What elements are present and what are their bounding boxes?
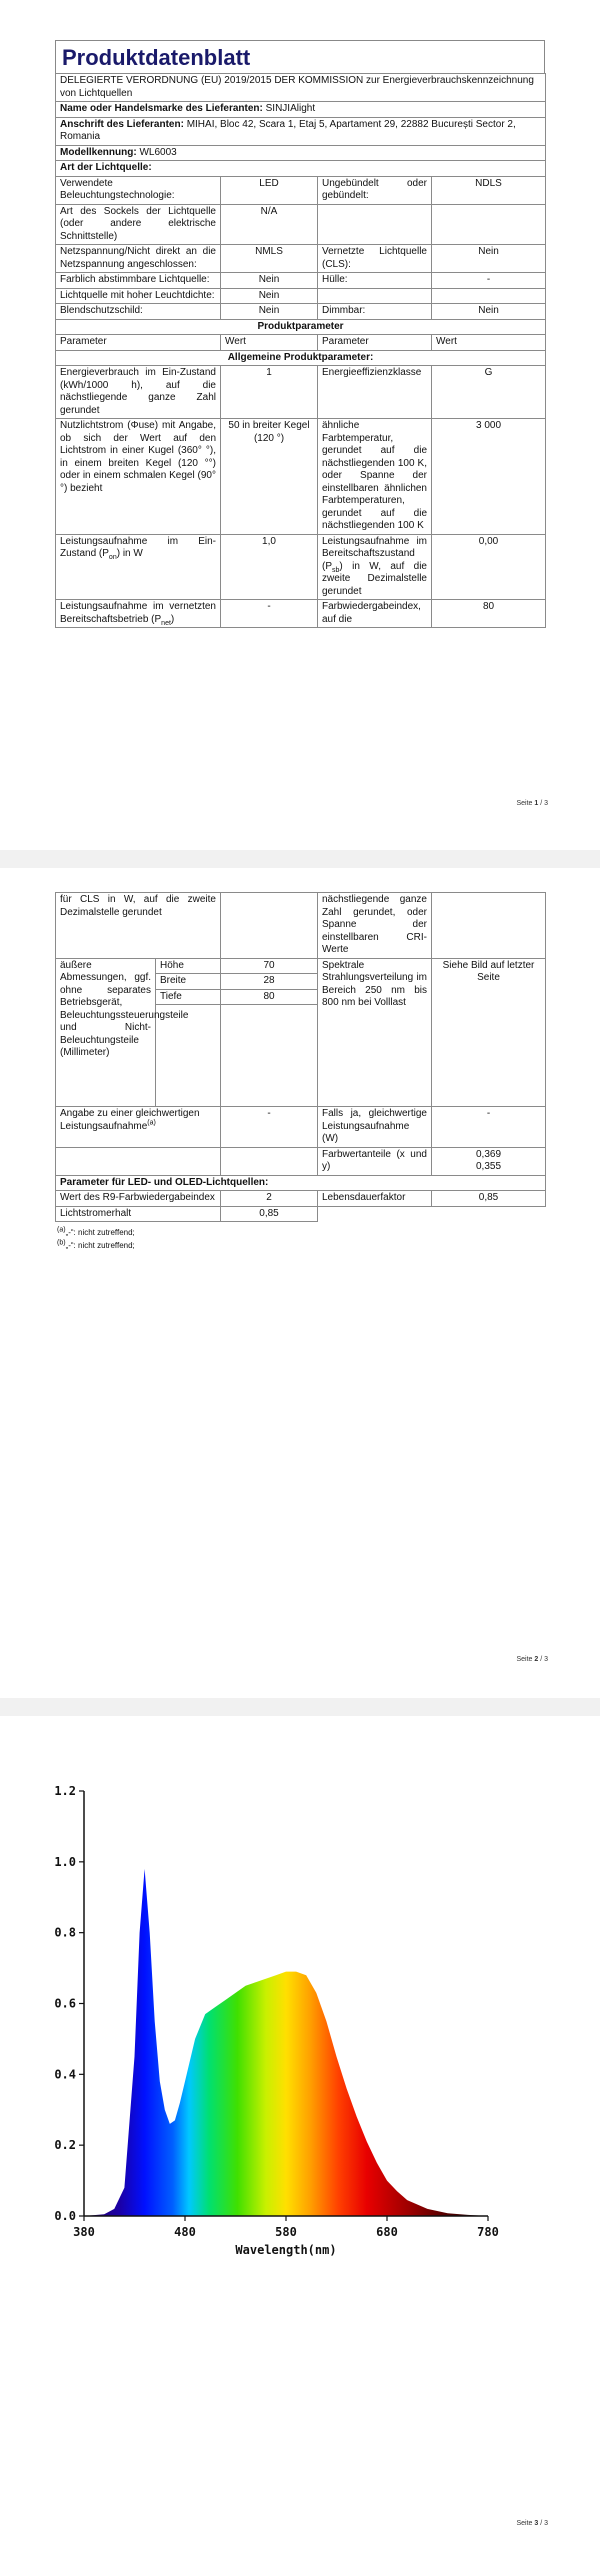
superscript: (a) bbox=[147, 1119, 156, 1127]
table-row bbox=[56, 1206, 546, 1222]
chroma-x: 0,369 bbox=[475, 1148, 502, 1160]
cell-label: Lebensdauerfaktor bbox=[318, 1191, 432, 1207]
text: „-“: nicht zutreffend; bbox=[65, 1241, 135, 1250]
empty-cell bbox=[432, 1206, 546, 1222]
address: MIHAI, Bloc 42, Scara 1, Etaj 5, Apartament 29, 22882 București Sector 2, Romania bbox=[60, 118, 516, 142]
plot-area bbox=[54, 1784, 499, 2239]
page-number-current: 3 bbox=[534, 2520, 539, 2527]
table-row bbox=[56, 204, 546, 245]
superscript: (b) bbox=[57, 1239, 66, 1247]
dim-value: 80 bbox=[221, 989, 318, 1005]
cell-label bbox=[318, 288, 432, 304]
table-row bbox=[56, 600, 546, 628]
cell-label: Nutzlichtstrom (Φuse) mit Angabe, ob sich der Wert auf den Lichtstrom in einer Kugel (360° °), in einem breiten Kegel (120 °°) oder in einem schmalen Kegel (90° °) bezieht bbox=[56, 419, 221, 535]
cell-value: 0,85 bbox=[432, 1191, 546, 1207]
cell-value bbox=[221, 893, 318, 959]
cell-label bbox=[56, 534, 221, 600]
x-tick-label: 580 bbox=[275, 2225, 297, 2239]
empty-cell bbox=[318, 1206, 432, 1222]
text: ) bbox=[170, 613, 175, 625]
cell-value: 3 000 bbox=[432, 419, 546, 535]
page-1 bbox=[0, 0, 600, 850]
supplier-name: SINJIAlight bbox=[265, 103, 316, 114]
cell-value: - bbox=[432, 273, 546, 289]
text: ) in W bbox=[116, 548, 143, 559]
datasheet-p1 bbox=[55, 40, 545, 628]
table-row bbox=[56, 245, 546, 273]
chroma-y: 0,355 bbox=[475, 1161, 502, 1172]
footnote-a bbox=[57, 1226, 545, 1239]
page-number-prefix: Seite bbox=[516, 2520, 535, 2527]
footnotes bbox=[55, 1226, 545, 1252]
cell-value: 80 bbox=[432, 600, 546, 628]
cell-value: LED bbox=[221, 176, 318, 204]
x-tick-label: 380 bbox=[73, 2225, 95, 2239]
cell-label: Art des Sockels der Lichtquelle (oder andere elektrische Schnittstelle) bbox=[56, 204, 221, 245]
regulation-text: DELEGIERTE VERORDNUNG (EU) 2019/2015 DER KOMMISSION zur Energieverbrauchskennzeichnung von Lichtquellen bbox=[56, 74, 546, 102]
y-tick-label: 0.2 bbox=[54, 2138, 76, 2153]
page-2 bbox=[0, 868, 600, 1698]
subscript: net bbox=[161, 619, 171, 627]
dim-value: 70 bbox=[221, 958, 318, 974]
page-number-current: 1 bbox=[534, 800, 539, 807]
x-tick-label: 680 bbox=[376, 2225, 398, 2239]
table-row bbox=[56, 1191, 546, 1207]
superscript: (a) bbox=[57, 1226, 66, 1234]
text: Leistungsaufnahme im Ein-Zustand (P bbox=[60, 535, 216, 559]
spectral-label: Spektrale Strahlungsverteilung im Bereich 250 nm bis 800 nm bei Volllast bbox=[318, 958, 432, 1107]
page-number-current: 2 bbox=[534, 1656, 539, 1663]
dim-value: 28 bbox=[221, 974, 318, 990]
cell-label bbox=[56, 600, 221, 628]
cell-label: Farblich abstimmbare Lichtquelle: bbox=[56, 273, 221, 289]
table-row bbox=[56, 288, 546, 304]
cell-value: - bbox=[432, 1107, 546, 1148]
table-row bbox=[56, 1147, 546, 1175]
cell-label: Dimmbar: bbox=[318, 304, 432, 320]
page-number bbox=[516, 800, 548, 807]
led-params-header: Parameter für LED- und OLED-Lichtquellen: bbox=[56, 1175, 546, 1191]
spectral-value: Siehe Bild auf letzter Seite bbox=[432, 958, 546, 1107]
supplier-name-row bbox=[56, 102, 546, 118]
table-row bbox=[56, 958, 546, 974]
light-type-header: Art der Lichtquelle: bbox=[56, 161, 546, 177]
cell-label: Falls ja, gleichwertige Leistungsaufnahme (W) bbox=[318, 1107, 432, 1148]
cell-value: - bbox=[221, 600, 318, 628]
address-row bbox=[56, 117, 546, 145]
y-tick-label: 1.2 bbox=[54, 1784, 76, 1798]
cell-value: NMLS bbox=[221, 245, 318, 273]
cell-value: Nein bbox=[221, 273, 318, 289]
y-tick-label: 0.0 bbox=[54, 2209, 76, 2223]
y-tick-label: 0.4 bbox=[54, 2067, 76, 2082]
page-number-prefix: Seite bbox=[516, 1656, 535, 1663]
address-label: Anschrift des Lieferanten: bbox=[60, 118, 184, 130]
page-number-total: / 3 bbox=[538, 800, 548, 807]
page-number-total: / 3 bbox=[538, 1656, 548, 1663]
cell-value: 0,85 bbox=[221, 1206, 318, 1222]
cell-value bbox=[432, 204, 546, 245]
cell-label: Ungebündelt oder gebündelt: bbox=[318, 176, 432, 204]
model-row bbox=[56, 145, 546, 161]
col-header-value: Wert bbox=[432, 335, 546, 351]
cell-value: NDLS bbox=[432, 176, 546, 204]
x-axis-label: Wavelength(nm) bbox=[235, 2243, 337, 2257]
col-header-value: Wert bbox=[221, 335, 318, 351]
cell-value bbox=[221, 1147, 318, 1175]
page-number bbox=[516, 1656, 548, 1663]
product-params-header: Produktparameter bbox=[56, 319, 546, 335]
page-title: Produktdatenblatt bbox=[55, 40, 545, 73]
model-id: WL6003 bbox=[139, 146, 177, 158]
cell-label: Lichtstromerhalt bbox=[56, 1206, 221, 1222]
cell-label: Wert des R9-Farbwiedergabeindex bbox=[56, 1191, 221, 1207]
table-row bbox=[56, 366, 546, 419]
model-label: Modellkennung: bbox=[60, 146, 137, 158]
cell-label: Farbwiedergabeindex, auf die bbox=[318, 600, 432, 628]
cell-label: Netzspannung/Nicht direkt an die Netzspannung angeschlossen: bbox=[56, 245, 221, 273]
cell-label: für CLS in W, auf die zweite Dezimalstelle gerundet bbox=[56, 893, 221, 959]
page-number-prefix: Seite bbox=[516, 800, 535, 807]
cell-value: G bbox=[432, 366, 546, 419]
table-row bbox=[56, 273, 546, 289]
cell-label bbox=[318, 204, 432, 245]
cell-label bbox=[56, 1147, 221, 1175]
cell-label: Energieeffizienzklasse bbox=[318, 366, 432, 419]
supplier-name-label: Name oder Handelsmarke des Lieferanten: bbox=[60, 103, 263, 114]
text: „-“: nicht zutreffend; bbox=[65, 1228, 135, 1237]
general-params-header: Allgemeine Produktparameter: bbox=[56, 350, 546, 366]
spectral-chart bbox=[40, 1771, 530, 2291]
dims-label: äußere Abmessungen, ggf. ohne separates Betriebsgerät, Beleuchtungssteuerungsteile und Nicht-Beleuchtungsteile (Millimeter) bbox=[56, 958, 156, 1107]
cell-value: Nein bbox=[221, 304, 318, 320]
cell-label: Vernetzte Lichtquelle (CLS): bbox=[318, 245, 432, 273]
table-row bbox=[56, 1107, 546, 1148]
cell-value: Nein bbox=[221, 288, 318, 304]
col-header-param: Parameter bbox=[56, 335, 221, 351]
table-row bbox=[56, 176, 546, 204]
cell-value: 2 bbox=[221, 1191, 318, 1207]
cell-value bbox=[432, 1147, 546, 1175]
text: ) in W, auf die zweite Dezimalstelle gerundet bbox=[322, 560, 427, 597]
cell-label: Blendschutzschild: bbox=[56, 304, 221, 320]
text: Leistungsaufnahme im vernetzten Bereitschaftsbetrieb (P bbox=[60, 601, 216, 625]
cell-label bbox=[318, 534, 432, 600]
spectrum-area bbox=[84, 1869, 488, 2216]
table-row bbox=[56, 419, 546, 535]
dim-value bbox=[221, 1005, 318, 1107]
y-tick-label: 1.0 bbox=[54, 1854, 76, 1869]
table-header-row bbox=[56, 335, 546, 351]
cell-label: Verwendete Beleuchtungstechnologie: bbox=[56, 176, 221, 204]
cell-label: nächstliegende ganze Zahl gerundet, oder Spanne der einstellbaren CRI-Werte bbox=[318, 893, 432, 959]
cell-value: 1 bbox=[221, 366, 318, 419]
col-header-param: Parameter bbox=[318, 335, 432, 351]
cell-value: 50 in breiter Kegel (120 °) bbox=[221, 419, 318, 535]
table-row bbox=[56, 893, 546, 959]
cell-label: Lichtquelle mit hoher Leuchtdichte: bbox=[56, 288, 221, 304]
cell-value: N/A bbox=[221, 204, 318, 245]
page-number bbox=[516, 2520, 548, 2527]
x-tick-label: 780 bbox=[477, 2225, 499, 2239]
text: Leistungsaufnahme im Bereitschaftszustand (P bbox=[322, 535, 427, 572]
dim-name: Tiefe bbox=[156, 989, 221, 1005]
y-tick-label: 0.8 bbox=[54, 1925, 76, 1940]
cell-label: ähnliche Farbtemperatur, gerundet auf die nächstliegenden 100 K, oder Spanne der einstellbaren ähnlichen Farbtemperaturen, gerundet auf die nächstliegenden 100 K bbox=[318, 419, 432, 535]
datasheet-table-2 bbox=[55, 892, 546, 1222]
cell-value: 1,0 bbox=[221, 534, 318, 600]
subscript: sb bbox=[332, 566, 340, 574]
x-tick-label: 480 bbox=[174, 2225, 196, 2239]
y-tick-label: 0.6 bbox=[54, 1996, 76, 2011]
datasheet-table-1 bbox=[55, 73, 546, 628]
cell-label: Farbwertanteile (x und y) bbox=[318, 1147, 432, 1175]
cell-label bbox=[56, 1107, 221, 1148]
table-row bbox=[56, 534, 546, 600]
dim-name: Breite bbox=[156, 974, 221, 990]
cell-value bbox=[432, 893, 546, 959]
table-row bbox=[56, 304, 546, 320]
page-3 bbox=[0, 1716, 600, 2560]
cell-value: - bbox=[221, 1107, 318, 1148]
text: Angabe zu einer gleichwertigen Leistungsaufnahme bbox=[60, 1108, 200, 1132]
cell-value: Nein bbox=[432, 304, 546, 320]
footnote-b bbox=[57, 1239, 545, 1252]
cell-value: 0,00 bbox=[432, 534, 546, 600]
page-number-total: / 3 bbox=[538, 2520, 548, 2527]
dim-name: Höhe bbox=[156, 958, 221, 974]
cell-value: Nein bbox=[432, 245, 546, 273]
cell-value bbox=[432, 288, 546, 304]
subscript: on bbox=[108, 554, 117, 561]
datasheet-p2 bbox=[55, 892, 545, 1252]
cell-label: Hülle: bbox=[318, 273, 432, 289]
cell-label: Energieverbrauch im Ein-Zustand (kWh/1000 h), auf die nächstliegende ganze Zahl gerundet bbox=[56, 366, 221, 419]
